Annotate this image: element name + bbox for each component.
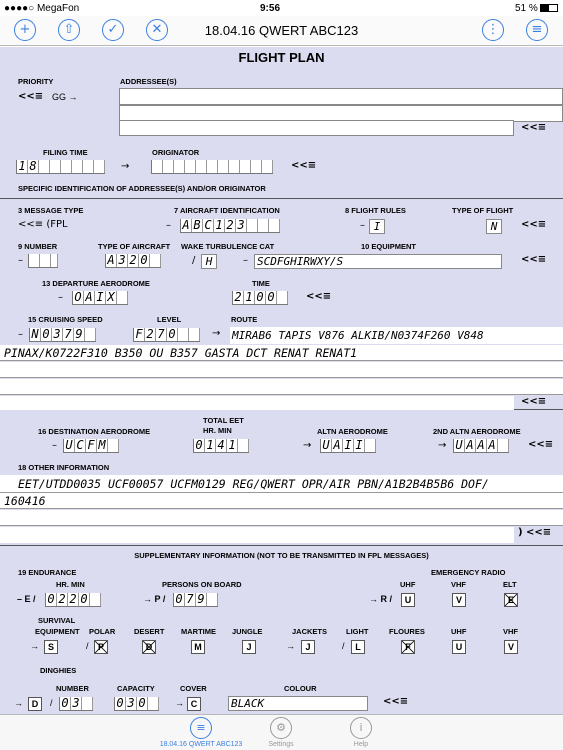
- slash-icon: /: [342, 641, 345, 651]
- survival-equipment-label: EQUIPMENT: [35, 627, 80, 636]
- filing-time-field[interactable]: 1 8: [16, 160, 105, 174]
- dinghy-capacity-label: CAPACITY: [117, 684, 155, 693]
- uhf-label: UHF: [400, 580, 416, 589]
- tab-label: Help: [353, 741, 369, 748]
- supplementary-label: SUPPLEMENTARY INFORMATION (NOT TO BE TRANSMITTED IN FPL MESSAGES): [134, 551, 429, 560]
- originator-label: ORIGINATOR: [152, 148, 200, 157]
- slash-icon: /: [86, 641, 89, 651]
- aircraft-type-field[interactable]: A 3 2 0: [105, 254, 161, 268]
- light-checkbox[interactable]: L: [351, 640, 365, 654]
- altn2-field[interactable]: U A A A: [453, 439, 509, 453]
- emergency-radio-label: EMERGENCY RADIO: [431, 568, 506, 577]
- radio-prefix: → R /: [369, 594, 393, 604]
- endurance-field[interactable]: 0 2 2 0: [45, 593, 101, 607]
- originator-end-marker: <<≡: [291, 160, 317, 171]
- flight-rules-label: 8 FLIGHT RULES: [345, 206, 406, 215]
- priority-value[interactable]: GG →: [52, 92, 78, 102]
- route-line-2[interactable]: PINAX/K0722F310 B350 OU B357 GASTA DCT RENAT RENAT1: [0, 345, 563, 361]
- list-icon: ≡: [190, 717, 212, 739]
- type-of-flight-field[interactable]: N: [486, 219, 502, 234]
- pob-label: PERSONS ON BOARD: [162, 580, 242, 589]
- uhf2-label: UHF: [451, 627, 467, 636]
- type-of-flight-label: TYPE OF FLIGHT: [452, 206, 514, 215]
- info-icon[interactable]: ⋮: [482, 19, 504, 41]
- arrow-icon: →: [303, 440, 312, 451]
- desert-label: DESERT: [134, 627, 165, 636]
- polar-label: POLAR: [89, 627, 116, 636]
- route-line-5[interactable]: [0, 396, 514, 410]
- speed-label: 15 CRUISING SPEED: [28, 315, 103, 324]
- vhf2-checkbox[interactable]: V: [504, 640, 518, 654]
- check-icon[interactable]: ✓: [102, 19, 124, 41]
- time-label: TIME: [252, 279, 270, 288]
- dash-icon: –: [52, 440, 57, 451]
- route-end-marker: <<≡: [521, 396, 547, 407]
- vhf-checkbox[interactable]: V: [452, 593, 466, 607]
- vhf-label: VHF: [451, 580, 466, 589]
- battery-label: 51 %: [515, 3, 538, 14]
- jackets-label: JACKETS: [292, 627, 328, 636]
- arrow-icon: →: [121, 161, 130, 172]
- addressee-section: [0, 47, 563, 199]
- number-label: 9 NUMBER: [18, 242, 58, 251]
- arrow-icon: →: [438, 440, 447, 451]
- route-line-3[interactable]: [0, 362, 563, 378]
- dinghy-cover-label: COVER: [180, 684, 207, 693]
- item10-end-marker: <<≡: [521, 254, 547, 265]
- dinghy-capacity-field[interactable]: 0 3 0: [114, 697, 159, 711]
- wake-field[interactable]: H: [201, 254, 217, 269]
- jungle-checkbox[interactable]: J: [242, 640, 256, 654]
- addressee-end-marker: <<≡: [521, 122, 547, 133]
- route-label: ROUTE: [231, 315, 258, 324]
- specific-id-label: SPECIFIC IDENTIFICATION OF ADDRESSEE(S) AND/OR ORIGINATOR: [18, 184, 266, 193]
- nav-bar: [0, 16, 563, 46]
- gear-icon: ⚙: [270, 717, 292, 739]
- light-label: LIGHT: [346, 627, 369, 636]
- flight-details-section: [0, 199, 563, 410]
- tab-bar: [0, 714, 563, 750]
- other-info-line-4[interactable]: [0, 527, 514, 543]
- level-field[interactable]: F 2 7 0: [133, 328, 200, 342]
- dash-icon: –: [58, 292, 63, 303]
- arrow-icon: →: [175, 698, 184, 708]
- dinghy-colour-field[interactable]: BLACK: [228, 696, 368, 711]
- elt-label: ELT: [503, 580, 517, 589]
- survival-s-checkbox[interactable]: S: [44, 640, 58, 654]
- priority-marker: <<≡: [18, 91, 44, 102]
- dash-icon: –: [360, 220, 365, 231]
- jungle-label: JUNGLE: [232, 627, 263, 636]
- dinghies-checkbox[interactable]: D: [28, 697, 42, 711]
- polar-checkbox-crossed[interactable]: P: [94, 640, 108, 654]
- other-info-line-2[interactable]: 160416: [0, 493, 563, 509]
- item16-end-marker: <<≡: [528, 439, 554, 450]
- addressee-label: ADDRESSEE(S): [120, 77, 177, 86]
- clock: 9:56: [260, 3, 281, 14]
- battery-icon: [540, 4, 558, 12]
- dinghy-colour-label: COLOUR: [284, 684, 317, 693]
- destination-field[interactable]: U C F M: [63, 439, 119, 453]
- slash-icon: /: [192, 255, 196, 266]
- slash-icon: /: [50, 698, 53, 708]
- aircraft-id-label: 7 AIRCRAFT IDENTIFICATION: [174, 206, 280, 215]
- uhf-checkbox[interactable]: U: [401, 593, 415, 607]
- tab-label: 18.04.16 QWERT ABC123: [159, 741, 243, 748]
- tab-help[interactable]: [306, 717, 416, 748]
- departure-label: 13 DEPARTURE AERODROME: [42, 279, 150, 288]
- desert-checkbox-crossed[interactable]: D: [142, 640, 156, 654]
- flight-plan-form: [0, 47, 563, 714]
- equipment-field[interactable]: SCDFGHIRWXY/S: [254, 254, 502, 269]
- item13-end-marker: <<≡: [306, 291, 332, 302]
- dash-icon: –: [18, 329, 23, 340]
- dinghies-label: DINGHIES: [40, 666, 77, 675]
- tab-label: Settings: [268, 741, 294, 748]
- eet-field[interactable]: 0 1 4 1: [193, 439, 249, 453]
- share-icon[interactable]: ⇧: [58, 19, 80, 41]
- arrow-icon: →: [30, 641, 39, 651]
- aircraft-type-label: TYPE OF AIRCRAFT: [98, 242, 171, 251]
- eet-sub-label: HR. MIN: [203, 426, 232, 435]
- addressee-line-3[interactable]: [119, 120, 514, 136]
- dinghy-number-label: NUMBER: [56, 684, 89, 693]
- other-info-line-1[interactable]: EET/UTDD0035 UCF00057 UCFM0129 REG/QWERT OPR/AIR PBN/A1B2B4B5B6 DOF/: [0, 475, 563, 493]
- pob-prefix: → P /: [143, 594, 166, 604]
- supplementary-section: [0, 546, 563, 714]
- altn-field[interactable]: U A I I: [320, 439, 376, 453]
- status-bar: [0, 0, 563, 16]
- addressee-line-1[interactable]: [119, 88, 563, 105]
- route-line-4[interactable]: [0, 379, 563, 395]
- carrier-label: ●●●●○ MegaFon: [4, 3, 80, 14]
- speed-field[interactable]: N 0 3 7 9: [29, 328, 96, 342]
- dash-icon: –: [243, 255, 248, 266]
- endurance-prefix: – E /: [17, 594, 36, 604]
- altn2-label: 2ND ALTN AERODROME: [433, 427, 521, 436]
- uhf2-checkbox[interactable]: U: [452, 640, 466, 654]
- jackets-checkbox[interactable]: J: [301, 640, 315, 654]
- dinghy-number-field[interactable]: 0 3: [59, 697, 93, 711]
- dash-icon: –: [18, 255, 23, 266]
- originator-field[interactable]: [151, 160, 273, 174]
- help-icon: i: [350, 717, 372, 739]
- route-line-1[interactable]: MIRAB6 TAPIS V876 ALKIB/N0374F260 V848: [230, 327, 563, 344]
- other-info-end-marker: ) <<≡: [518, 527, 552, 538]
- list-icon[interactable]: ≡: [526, 19, 548, 41]
- destination-section: [0, 410, 563, 546]
- survival-label: SURVIVAL: [38, 616, 76, 625]
- endurance-sub-label: HR. MIN: [56, 580, 85, 589]
- cover-checkbox[interactable]: C: [187, 697, 201, 711]
- item8-end-marker: <<≡: [521, 219, 547, 230]
- nav-title: 18.04.16 QWERT ABC123: [204, 23, 359, 38]
- altn-label: ALTN AERODROME: [317, 427, 388, 436]
- floures-label: FLOURES: [389, 627, 425, 636]
- equipment-label: 10 EQUIPMENT: [361, 242, 417, 251]
- priority-label: PRIORITY: [18, 77, 54, 86]
- other-info-line-3[interactable]: [0, 510, 563, 526]
- number-field[interactable]: [28, 254, 58, 268]
- endurance-label: 19 ENDURANCE: [18, 568, 77, 577]
- floures-checkbox-crossed[interactable]: F: [401, 640, 415, 654]
- message-type-label: 3 MESSAGE TYPE: [18, 206, 84, 215]
- arrow-icon: →: [212, 328, 221, 339]
- message-type-value: <<≡ (FPL: [18, 219, 68, 230]
- arrow-icon: →: [286, 641, 295, 651]
- destination-label: 16 DESTINATION AERODROME: [38, 427, 151, 436]
- form-heading: FLIGHT PLAN: [238, 50, 325, 65]
- other-info-label: 18 OTHER INFORMATION: [18, 463, 110, 472]
- cancel-icon[interactable]: ✕: [146, 19, 168, 41]
- elt-checkbox-crossed[interactable]: E: [504, 593, 518, 607]
- time-field[interactable]: 2 1 0 0: [232, 291, 288, 305]
- aircraft-id-field[interactable]: A B C 1 2 3: [180, 219, 280, 233]
- departure-field[interactable]: O A I X: [72, 291, 128, 305]
- add-icon[interactable]: +: [14, 19, 36, 41]
- vhf2-label: VHF: [503, 627, 518, 636]
- level-label: LEVEL: [157, 315, 182, 324]
- eet-label: TOTAL EET: [203, 416, 244, 425]
- flight-rules-field[interactable]: I: [369, 219, 385, 234]
- arrow-icon: →: [14, 698, 23, 708]
- dash-icon: –: [166, 220, 171, 231]
- maritime-checkbox[interactable]: M: [191, 640, 205, 654]
- dinghies-end-marker: <<≡: [383, 696, 409, 707]
- filing-time-label: FILING TIME: [43, 148, 88, 157]
- maritime-label: MARTIME: [181, 627, 216, 636]
- pob-field[interactable]: 0 7 9: [173, 593, 218, 607]
- wake-label: WAKE TURBULENCE CAT: [181, 242, 275, 251]
